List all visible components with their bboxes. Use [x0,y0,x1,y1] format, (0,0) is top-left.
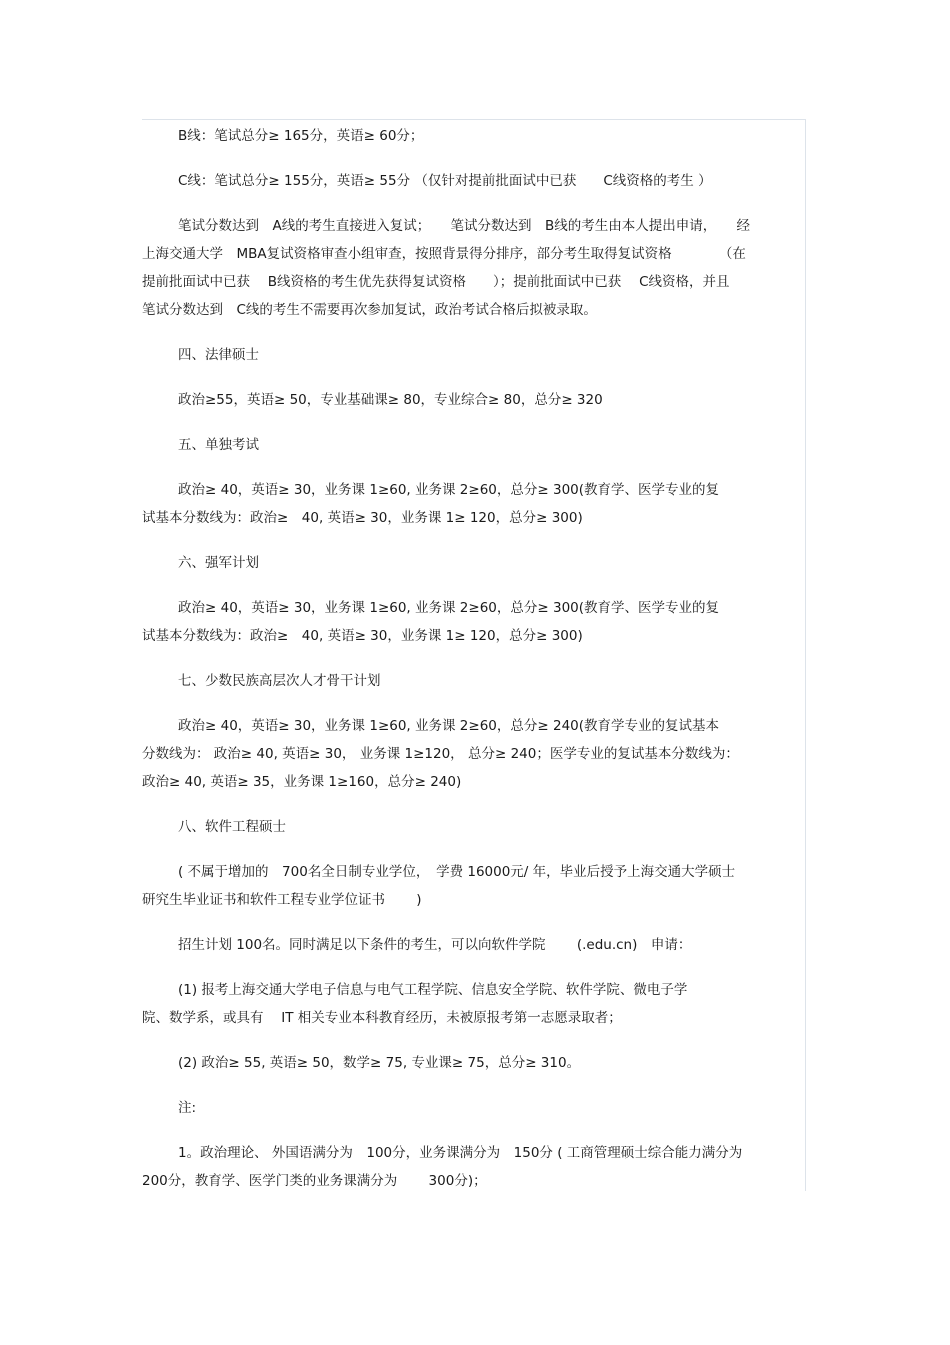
text-line: 院、数学系，或具有 IT 相关专业本科教育经历，未被原报考第一志愿录取者； [142,1010,622,1026]
software-enrollment-plan [142,931,804,959]
text-line: 政治≥ 40，英语≥ 30，业务课 1≥60, 业务课 2≥60，总分≥ 300(教育学、医学专业的复 [178,482,720,498]
text-line: 四、法律硕士 [178,347,259,363]
text-line: 政治≥ 40，英语≥ 30，业务课 1≥60, 业务课 2≥60，总分≥ 240(教育学专业的复试基本 [178,718,720,734]
software-tuition-note [142,858,804,914]
law-score-line [142,386,804,414]
text-line: 研究生毕业证书和软件工程专业学位证书 ) [142,892,422,908]
text-line: 八、软件工程硕士 [178,819,286,835]
law-section-heading [142,341,804,369]
text-line: (2) 政治≥ 55, 英语≥ 50，数学≥ 75, 专业课≥ 75，总分≥ 310。 [178,1055,581,1071]
text-line: 分数线为： 政治≥ 40, 英语≥ 30， 业务课 1≥120， 总分≥ 240；医学专业的复试基本分数线为： [142,746,739,762]
text-line: 七、少数民族高层次人才骨干计划 [178,673,381,689]
text-line: 政治≥55，英语≥ 50，专业基础课≥ 80，专业综合≥ 80，总分≥ 320 [178,392,603,408]
text-line: 试基本分数线为：政治≥ 40, 英语≥ 30，业务课 1≥ 120，总分≥ 300) [142,628,583,644]
text-line: 政治≥ 40，英语≥ 30，业务课 1≥60, 业务课 2≥60，总分≥ 300(教育学、医学专业的复 [178,600,720,616]
text-line: 五、单独考试 [178,437,259,453]
b-line-criteria [142,122,804,150]
text-line: 1。政治理论、 外国语满分为 100分，业务课满分为 150分 ( 工商管理硕士综合能力满分为 [178,1145,743,1161]
text-line: 注: [178,1100,197,1116]
text-line: 笔试分数达到 A线的考生直接进入复试； 笔试分数达到 B线的考生由本人提出申请， 经 [178,218,750,234]
text-line: 政治≥ 40, 英语≥ 35，业务课 1≥160，总分≥ 240) [142,774,462,790]
single-exam-heading [142,431,804,459]
single-exam-scores [142,476,804,532]
text-line: 试基本分数线为：政治≥ 40, 英语≥ 30，业务课 1≥ 120，总分≥ 300) [142,510,583,526]
mba-rule-paragraph [142,212,804,324]
note-item-1 [142,1139,804,1195]
text-line: 笔试分数达到 C线的考生不需要再次参加复试，政治考试合格后拟被录取。 [142,302,597,318]
text-line: (1) 报考上海交通大学电子信息与电气工程学院、信息安全学院、软件学院、微电子学 [178,982,688,998]
notes-heading [142,1094,804,1122]
document-body [142,122,804,1195]
minority-plan-heading [142,667,804,695]
text-line: ( 不属于增加的 700名全日制专业学位， 学费 16000元/ 年，毕业后授予上海交通大学硕士 [178,864,736,880]
text-line: B线：笔试总分≥ 165分，英语≥ 60分； [178,128,424,144]
text-line: 上海交通大学 MBA复试资格审查小组审查，按照背景得分排序，部分考生取得复试资格 （在 [142,246,746,262]
c-line-criteria [142,167,804,195]
text-line: 招生计划 100名。同时满足以下条件的考生，可以向软件学院 (.edu.cn) 申请： [178,937,692,953]
text-line: 200分，教育学、医学门类的业务课满分为 300分)； [142,1173,487,1189]
software-section-heading [142,813,804,841]
text-line: 六、强军计划 [178,555,259,571]
army-plan-heading [142,549,804,577]
army-plan-scores [142,594,804,650]
software-condition-2 [142,1049,804,1077]
text-line: 提前批面试中已获 B线资格的考生优先获得复试资格 ）；提前批面试中已获 C线资格，并且 [142,274,730,290]
text-line: C线：笔试总分≥ 155分，英语≥ 55分 （仅针对提前批面试中已获 C线资格的考生 ） [178,173,712,189]
minority-plan-scores [142,712,804,796]
software-condition-1 [142,976,804,1032]
